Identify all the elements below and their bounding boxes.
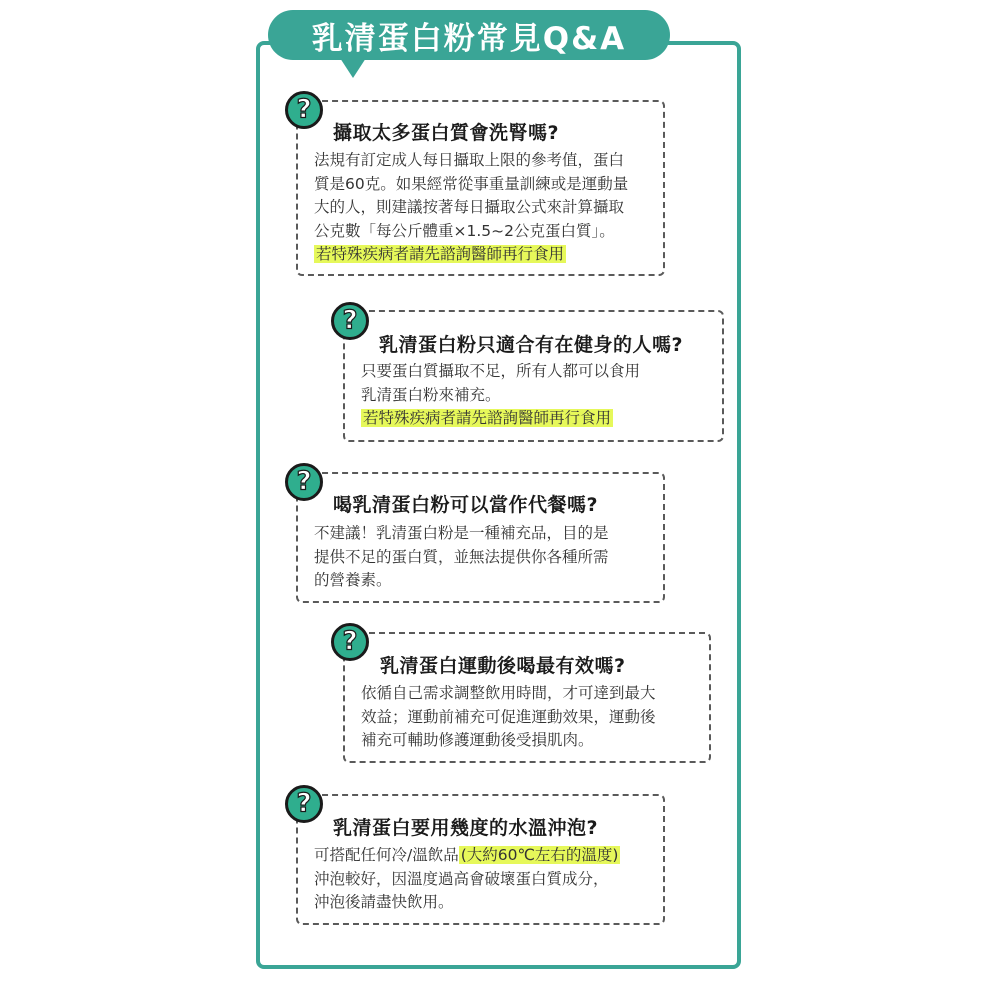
answer-line: 沖泡較好，因溫度過高會破壞蛋白質成分， — [314, 869, 609, 888]
answer-line: 不建議！乳清蛋白粉是一種補充品，目的是 — [314, 524, 609, 542]
answer-line-prefix: 可搭配任何冷/溫飲品 — [314, 846, 459, 864]
answer-line: 大的人，則建議按著每日攝取公式來計算攝取 — [314, 198, 625, 216]
answer-line: 補充可輔助修護運動後受損肌肉。 — [361, 731, 594, 749]
answer-text-3 — [314, 522, 609, 593]
answer-line: 的營養素。 — [314, 571, 392, 589]
question-title-5: 乳清蛋白要用幾度的水溫沖泡? — [333, 817, 599, 839]
title-speech-tail — [340, 58, 366, 78]
question-mark-icon: ? — [285, 91, 323, 129]
question-mark-icon: ? — [331, 623, 369, 661]
question-title-1: 攝取太多蛋白質會洗腎嗎? — [333, 122, 560, 144]
question-mark-icon: ? — [285, 463, 323, 501]
answer-line: 質是60克。如果經常從事重量訓練或是運動量 — [314, 174, 629, 193]
answer-line: 法規有訂定成人每日攝取上限的參考值，蛋白 — [314, 151, 625, 169]
answer-text-1 — [314, 149, 628, 267]
answer-line: 提供不足的蛋白質，並無法提供你各種所需 — [314, 547, 609, 566]
answer-text-2 — [361, 360, 640, 431]
answer-text-5 — [314, 844, 620, 915]
highlight-note: 若特殊疾病者請先諮詢醫師再行食用 — [316, 245, 565, 263]
highlight-note: 若特殊疾病者請先諮詢醫師再行食用 — [363, 409, 612, 427]
question-mark-icon: ? — [285, 785, 323, 823]
answer-line: 沖泡後請盡快飲用。 — [314, 893, 454, 911]
page-title-text: 乳清蛋白粉常見Q&A — [311, 20, 627, 57]
page-title — [268, 10, 670, 60]
answer-line: 乳清蛋白粉來補充。 — [361, 385, 501, 404]
answer-line: 效益；運動前補充可促進運動效果，運動後 — [361, 707, 656, 726]
question-mark-icon: ? — [331, 302, 369, 340]
answer-text-4 — [361, 682, 656, 753]
answer-line: 公克數「每公斤體重×1.5~2公克蛋白質」。 — [314, 221, 615, 240]
answer-line: 依循自己需求調整飲用時間，才可達到最大 — [361, 684, 656, 702]
answer-line: 只要蛋白質攝取不足，所有人都可以食用 — [361, 362, 641, 380]
question-title-4: 乳清蛋白運動後喝最有效嗎? — [380, 655, 626, 677]
question-title-3: 喝乳清蛋白粉可以當作代餐嗎? — [333, 494, 599, 516]
question-title-2: 乳清蛋白粉只適合有在健身的人嗎? — [379, 334, 684, 356]
highlight-note: (大約60℃左右的溫度) — [460, 846, 619, 864]
